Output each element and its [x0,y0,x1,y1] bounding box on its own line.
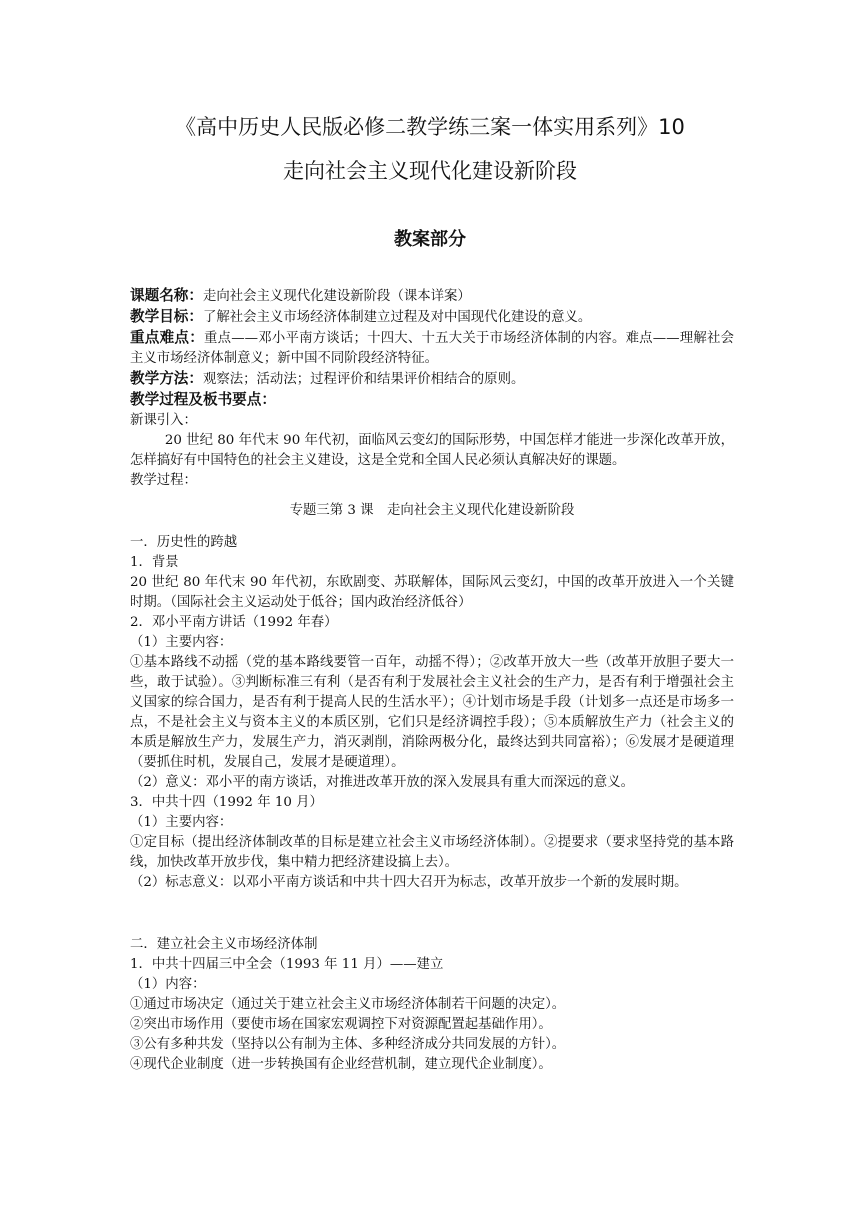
method-text: 观察法；活动法；过程评价和结果评价相结合的原则。 [202,372,525,387]
course-name-line [130,286,734,307]
course-name-label: 课题名称： [130,287,203,304]
goal-line [130,307,734,328]
part1-s2-content: ①基本路线不动摇（党的基本路线要管一百年，动摇不得）；②改革开放大一些（改革开放胆子要大一些，敢于试验）。③判断标准三有利（是否有利于发展社会主义社会的生产力，是否有利于增强社会主义国家的综合国力，是否有利于提高人民的生活水平）；④计划市场是手段（计划多一点还是市场多一点，不是社会主义与资本主义的本质区别，它们只是经济调控手段）；⑤本质解放生产力（社会主义的本质是解放生产力，发展生产力，消灭剥削，消除两极分化，最终达到共同富裕）；⑥发展才是硬道理（要抓住时机，发展自己，发展才是硬道理）。 [130,655,734,770]
part1-s3-title: 3．中共十四（1992 年 10 月） [130,795,323,810]
intro-text: 20 世纪 80 年代末 90 年代初，面临风云变幻的国际形势，中国怎样才能进一步深化改革开放，怎样搞好有中国特色的社会主义建设，这是全党和全国人民必须认真解决好的课题。 [130,433,734,468]
part1-s3-content: ①定目标（提出经济体制改革的目标是建立社会主义市场经济体制）。②提要求（要求坚持党的基本路线，加快改革开放步伐，集中精力把经济建设搞上去）。 [130,835,734,870]
goal-text: 了解社会主义市场经济体制建立过程及对中国现代化建设的意义。 [202,310,592,325]
part2-heading: 二．建立社会主义市场经济体制 [130,937,318,952]
part1-s1-title: 1．背景 [130,555,179,570]
focus-line [130,328,734,369]
process-line [130,390,734,411]
part1-s3-meaning: （2）标志意义：以邓小平南方谈话和中共十四大召开为标志，改革开放步一个新的发展时期。 [130,875,688,890]
part2-s1-title: 1．中共十四届三中全会（1993 年 11 月）——建立 [130,957,444,972]
method-label: 教学方法： [130,370,203,387]
document-body [130,286,734,1075]
part1-s2-title: 2．邓小平南方讲话（1992 年春） [130,615,338,630]
part2-item: ②突出市场作用（要使市场在国家宏观调控下对资源配置起基础作用）。 [130,1017,552,1032]
part2-item: ①通过市场决定（通过关于建立社会主义市场经济体制若干问题的决定）。 [130,997,566,1012]
method-line [130,369,734,390]
series-title: 《高中历史人民版必修二教学练三案一体实用系列》10 [175,115,685,139]
focus-text: 重点——邓小平南方谈话；十四大、十五大关于市场经济体制的内容。难点——理解社会主义市场经济体制意义；新中国不同阶段经济特征。 [130,331,734,366]
board-title: 专题三第 3 课 走向社会主义现代化建设新阶段 [289,503,575,518]
lesson-title: 走向社会主义现代化建设新阶段 [283,159,577,183]
intro-heading: 新课引入： [130,413,197,428]
part1-s3-content-label: （1）主要内容： [130,815,233,830]
process-heading: 教学过程： [130,473,197,488]
part1-s2-content-label: （1）主要内容： [130,635,233,650]
process-label: 教学过程及板书要点： [130,391,276,408]
part1-s1-text: 20 世纪 80 年代末 90 年代初，东欧剧变、苏联解体，国际风云变幻，中国的改革开放进入一个关键时期。（国际社会主义运动处于低谷；国内政治经济低谷） [130,575,734,610]
section-title: 教案部分 [394,229,466,250]
focus-label: 重点难点： [130,329,205,346]
goal-label: 教学目标： [130,308,203,325]
course-name: 走向社会主义现代化建设新阶段（课本详案） [202,289,471,304]
part1-heading: 一．历史性的跨越 [130,535,238,550]
part2-item: ④现代企业制度（进一步转换国有企业经营机制，建立现代企业制度）。 [130,1057,552,1072]
part2-s1-content-label: （1）内容： [130,977,206,992]
part1-s2-meaning: （2）意义：邓小平的南方谈话，对推进改革开放的深入发展具有重大而深远的意义。 [130,775,634,790]
part2-item: ③公有多种共发（坚持以公有制为主体、多种经济成分共同发展的方针）。 [130,1037,566,1052]
